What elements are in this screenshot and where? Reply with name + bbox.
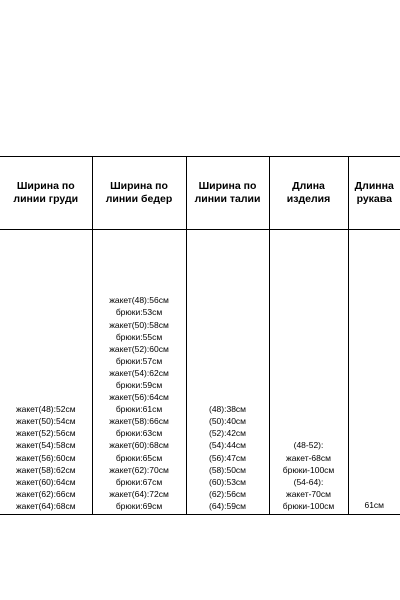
waist-value: (48):38см <box>208 404 247 415</box>
waist-value: (62):56см <box>208 488 247 499</box>
header-bust-width: Ширина по линии груди <box>0 157 92 230</box>
hip-value: жакет(56):64см <box>109 392 169 403</box>
bust-value: жакет(48):52см <box>15 404 76 415</box>
hip-value: жакет(52):60см <box>109 343 169 354</box>
bust-value: жакет(62):66см <box>15 488 76 499</box>
bust-value: жакет(64):68см <box>15 500 76 511</box>
length-values-cell <box>269 230 348 515</box>
hip-value: жакет(64):72см <box>109 488 169 499</box>
waist-value: (60):53см <box>208 476 247 487</box>
bust-value: жакет(54):58см <box>15 440 76 451</box>
hip-value: жакет(48):56см <box>109 295 169 306</box>
bust-value: жакет(52):56см <box>15 428 76 439</box>
bust-value: жакет(50):54см <box>15 416 76 427</box>
hip-value: брюки:57см <box>115 355 163 366</box>
hip-value: жакет(50):58см <box>109 319 169 330</box>
length-value: брюки-100см <box>282 500 335 511</box>
header-row <box>0 157 400 230</box>
waist-values-cell <box>186 230 269 515</box>
hip-value: брюки:69см <box>115 500 163 511</box>
waist-value: (50):40см <box>208 416 247 427</box>
hip-values-cell <box>92 230 186 515</box>
length-value: (48-52): <box>293 440 324 451</box>
hip-value: жакет(58):66см <box>109 416 169 427</box>
waist-value: (58):50см <box>208 464 247 475</box>
hip-value: жакет(54):62см <box>109 367 169 378</box>
length-value: (54-64): <box>293 476 324 487</box>
sleeve-value: 61см <box>364 499 385 510</box>
header-hip-width: Ширина по линии бедер <box>92 157 186 230</box>
hip-value: жакет(60):68см <box>109 440 169 451</box>
length-value: жакет-70см <box>286 488 331 499</box>
header-sleeve-length: Длинна рукава <box>354 180 394 205</box>
bust-values-cell <box>0 230 92 515</box>
hip-value: брюки:59см <box>115 379 163 390</box>
sleeve-values-cell <box>348 230 400 515</box>
header-waist-width: Ширина по линии талии <box>186 157 269 230</box>
bust-value: жакет(58):62см <box>15 464 76 475</box>
bust-value: жакет(56):60см <box>15 452 76 463</box>
length-value: жакет-68см <box>286 452 331 463</box>
bust-value: жакет(60):64см <box>15 476 76 487</box>
hip-value: брюки:55см <box>115 331 163 342</box>
hip-value: брюки:53см <box>115 307 163 318</box>
size-chart-table <box>0 156 400 515</box>
length-value: брюки-100см <box>282 464 335 475</box>
hip-value: брюки:61см <box>115 404 163 415</box>
hip-value: брюки:65см <box>115 452 163 463</box>
waist-value: (54):44см <box>208 440 247 451</box>
waist-value: (64):59см <box>208 500 247 511</box>
hip-value: жакет(62):70см <box>109 464 169 475</box>
waist-value: (52):42см <box>208 428 247 439</box>
hip-value: брюки:63см <box>115 428 163 439</box>
waist-value: (56):47см <box>208 452 247 463</box>
header-garment-length: Длина изделия <box>269 157 348 230</box>
hip-value: брюки:67см <box>115 476 163 487</box>
values-row <box>0 230 400 515</box>
